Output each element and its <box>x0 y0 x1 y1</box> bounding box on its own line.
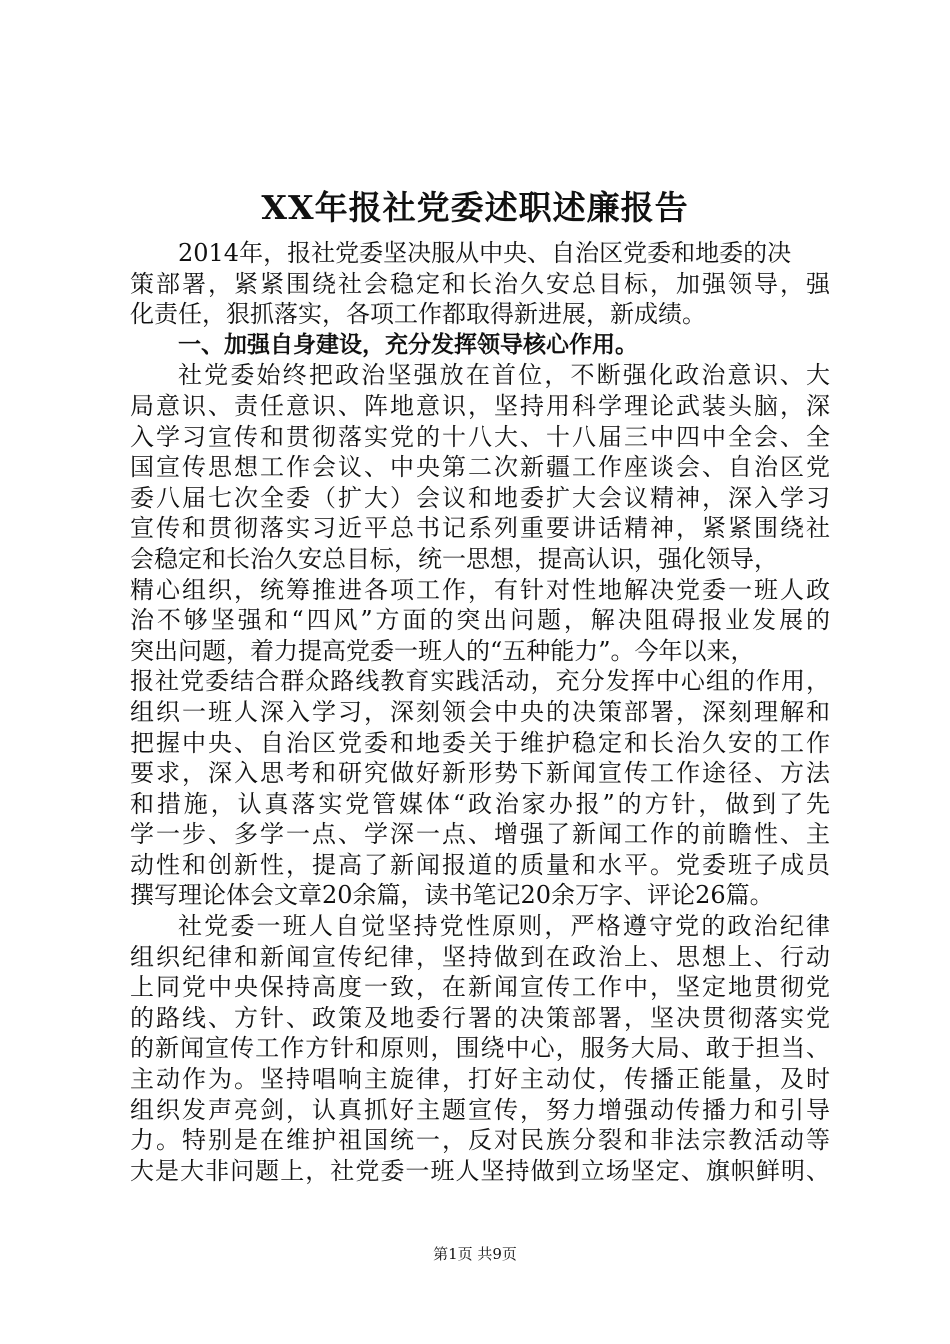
paragraph-line: 委八届七次全委（扩大）会议和地委扩大会议精神，深入学习 <box>130 483 830 512</box>
paragraph-line: 治不够坚强和“四风”方面的突出问题，解决阻碍报业发展的 <box>130 606 830 635</box>
paragraph-line: 学一步、多学一点、学深一点、增强了新闻工作的前瞻性、主 <box>130 820 830 849</box>
paragraph-line: 上同党中央保持高度一致，在新闻宣传工作中，坚定地贯彻党 <box>130 973 830 1002</box>
page-number-footer: 第1页 共9页 <box>433 1245 517 1263</box>
section-heading: 一、加强自身建设，充分发挥领导核心作用。 <box>178 331 638 358</box>
paragraph-line: 社党委始终把政治坚强放在首位，不断强化政治意识、大 <box>178 361 830 390</box>
paragraph-line: 化责任，狠抓落实，各项工作都取得新进展，新成绩。 <box>130 300 706 329</box>
paragraph-line: 报社党委结合群众路线教育实践活动，充分发挥中心组的作用， <box>130 667 830 696</box>
paragraph-line: 社党委一班人自觉坚持党性原则，严格遵守党的政治纪律 <box>178 912 830 941</box>
paragraph-line: 的路线、方针、政策及地委行署的决策部署，坚决贯彻落实党 <box>130 1003 830 1032</box>
paragraph-line: 和措施，认真落实党管媒体“政治家办报”的方针，做到了先 <box>130 789 830 818</box>
paragraph-line: 组织发声亮剑，认真抓好主题宣传，努力增强动传播力和引导 <box>130 1095 830 1124</box>
paragraph-line: 突出问题，着力提高党委一班人的“五种能力”。今年以来， <box>130 636 755 665</box>
paragraph-line: 策部署，紧紧围绕社会稳定和长治久安总目标，加强领导，强 <box>130 269 830 298</box>
paragraph-line: 主动作为。坚持唱响主旋律，打好主动仗，传播正能量，及时 <box>130 1065 830 1094</box>
document-body <box>130 238 830 1186</box>
paragraph-line: 要求，深入思考和研究做好新形势下新闻宣传工作途径、方法 <box>130 759 830 788</box>
document-title: XX年报社党委述职述廉报告 <box>261 188 689 227</box>
paragraph-line: 会稳定和长治久安总目标，统一思想，提高认识，强化领导， <box>130 544 778 573</box>
paragraph-line: 2014年，报社党委坚决服从中央、自治区党委和地委的决 <box>178 239 792 267</box>
paragraph-line: 动性和创新性，提高了新闻报道的质量和水平。党委班子成员 <box>130 850 830 879</box>
paragraph-line: 把握中央、自治区党委和地委关于维护稳定和长治久安的工作 <box>130 728 830 757</box>
paragraph-line: 的新闻宣传工作方针和原则，围绕中心，服务大局、敢于担当、 <box>130 1034 830 1063</box>
paragraph-line: 组织一班人深入学习，深刻领会中央的决策部署，深刻理解和 <box>130 697 830 726</box>
paragraph-line: 国宣传思想工作会议、中央第二次新疆工作座谈会、自治区党 <box>130 453 830 482</box>
paragraph-line: 精心组织，统筹推进各项工作，有针对性地解决党委一班人政 <box>130 575 830 604</box>
paragraph-line: 组织纪律和新闻宣传纪律，坚持做到在政治上、思想上、行动 <box>130 942 830 971</box>
paragraph-line: 局意识、责任意识、阵地意识，坚持用科学理论武装头脑，深 <box>130 391 830 420</box>
paragraph-line: 宣传和贯彻落实习近平总书记系列重要讲话精神，紧紧围绕社 <box>130 514 830 543</box>
paragraph-line: 大是大非问题上，社党委一班人坚持做到立场坚定、旗帜鲜明、 <box>130 1156 830 1185</box>
paragraph-line: 撰写理论体会文章20余篇，读书笔记20余万字、评论26篇。 <box>130 881 774 910</box>
paragraph-line: 力。特别是在维护祖国统一，反对民族分裂和非法宗教活动等 <box>130 1126 830 1155</box>
paragraph-line: 入学习宣传和贯彻落实党的十八大、十八届三中四中全会、全 <box>130 422 830 451</box>
